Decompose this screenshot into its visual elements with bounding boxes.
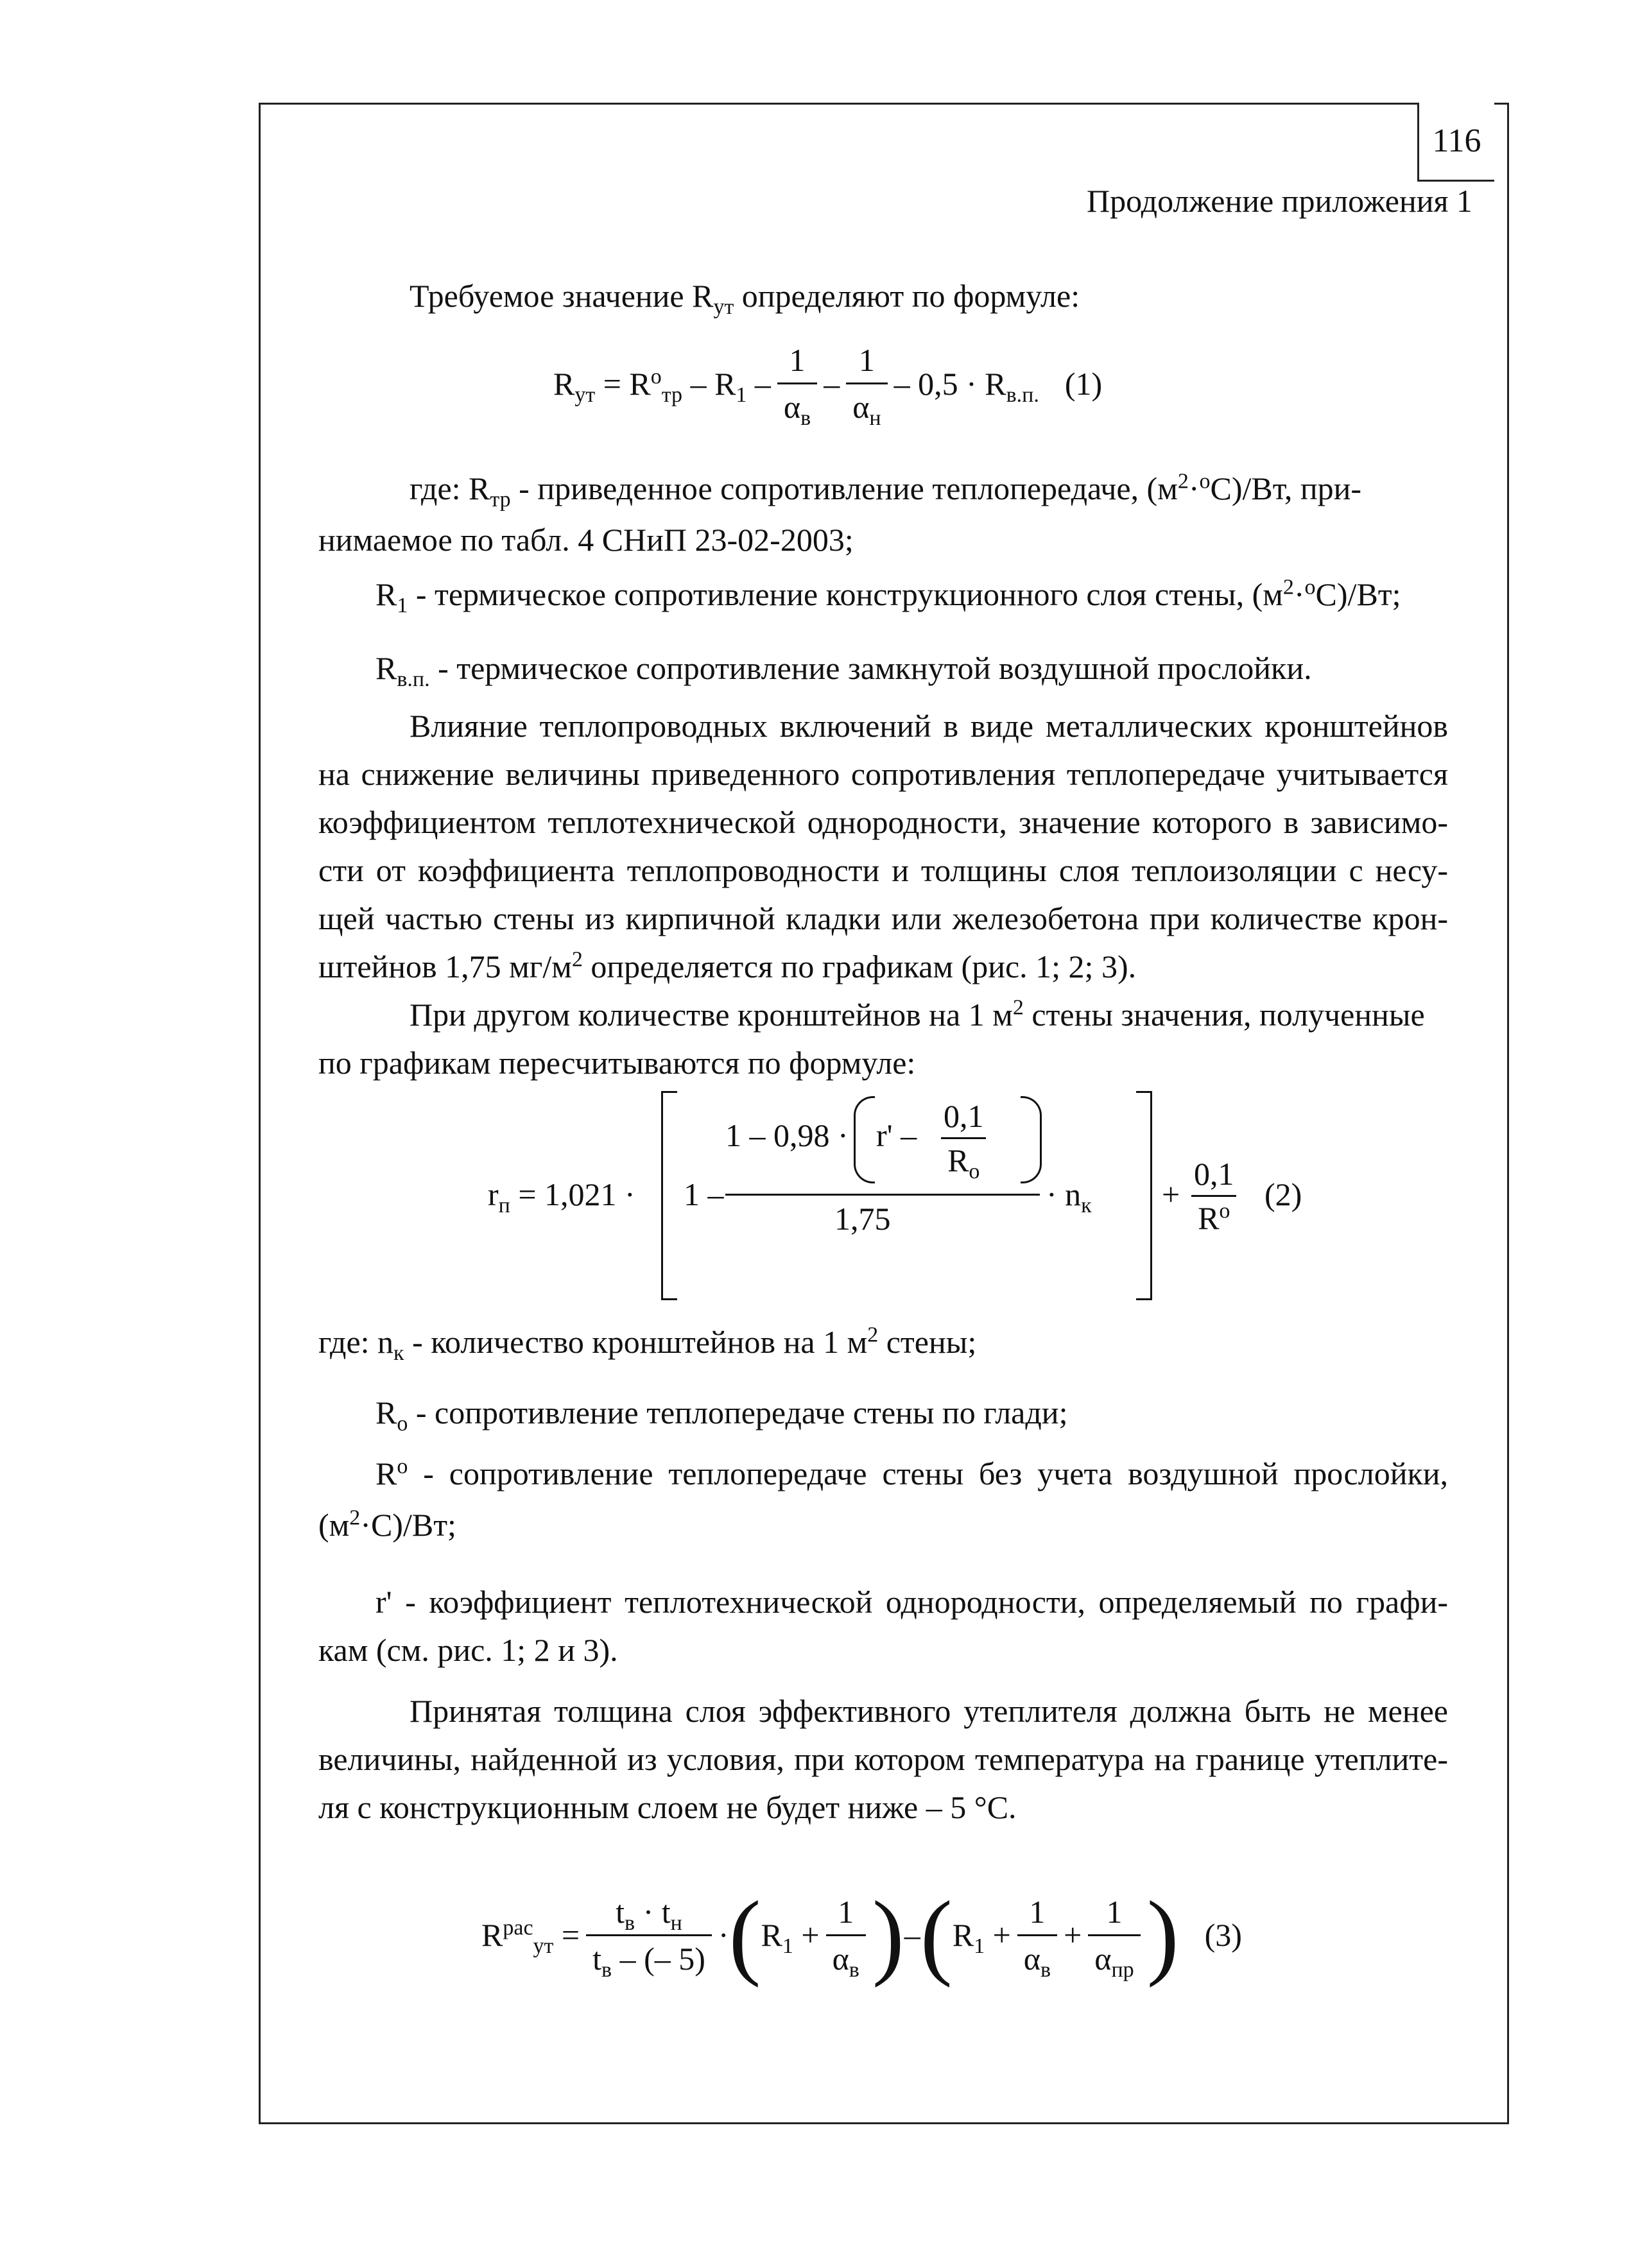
def-rvp: $R_{в.п.}$ - термическое сопротивление замкнутой воздушной прослойки. [375,650,1312,691]
def-r1: $R_1$ - термическое сопротивление конструкционного слоя стены, $(м^2\cdot^оС)/Вт$; [375,575,1401,617]
def-r-tr-cont: нимаемое по табл. 4 СНиП 23-02-2003; [318,522,854,558]
header-continuation: Продолжение приложения 1 [1087,183,1473,219]
para-accepted-3: ля с конструкционным слоем не будет ниже – 5 °С. [318,1789,1017,1825]
formula-2: $r_п = 1,021$ · 1 – 1 – 0,98 · r' – $\frac{0,1}{R_о}$ 1,75 · $n_к$ + $\frac{0,1}{R^о}$ (2) [488,1091,1322,1303]
formula-1: $R_{ут} = R^о_{тр} - R_1$ – $\frac{1}{\alpha_в}$ – $\frac{1}{\alpha_н}$ – $0,5 \cdot R_{в.п.}$ (1) [553,342,1103,430]
para-accepted-1: Принятая толщина слоя эффективного утеплителя должна быть не менее [410,1693,1448,1729]
def-rprime-cont: кам (см. рис. 1; 2 и 3). [318,1632,618,1668]
def-nk: где: $n_к$ - количество кронштейнов на 1 $м^2$ стены; [318,1323,977,1365]
def-r-tr: где: $R_{тр}$ - приведенное сопротивление теплопередаче, $(м^2\cdot^оС)/Вт$, при- [410,469,1361,511]
para-accepted-2: величины, найденной из условия, при котором температура на границе утеплите- [318,1741,1448,1777]
def-rprime: r' - коэффициент теплотехнической однородности, определяемый по графи- [375,1584,1448,1620]
def-ro: $R_о$ - сопротивление теплопередаче стены по глади; [375,1395,1068,1436]
def-r0-cont: $(м^2\cdot С)/Вт$; [318,1506,456,1543]
para-required-value: Требуемое значение $R_{ут}$ определяют по формуле: [410,278,1080,319]
para-influence-6: штейнов 1,75 $мг/м^2$ определяется по графикам (рис. 1; 2; 3). [318,947,1137,984]
para-influence-3: коэффициентом теплотехнической однородности, значение которого в зависимо- [318,804,1448,840]
para-other-2: по графикам пересчитываются по формуле: [318,1045,916,1081]
para-influence-2: на снижение величины приведенного сопротивления теплопередаче учитывается [318,756,1448,792]
para-influence-5: щей частью стены из кирпичной кладки или железобетона при количестве крон- [318,900,1448,936]
page-number: 116 [1417,103,1494,182]
def-r0: $R^о$ - сопротивление теплопередаче стены без учета воздушной прослойки, [375,1454,1449,1491]
para-influence-1: Влияние теплопроводных включений в виде металлических кронштейнов [410,708,1448,744]
formula-3: $R^{рас}_{ут}$ = $\frac{t_в \cdot t_н}{t_в - (- 5)}$ · ( $R_1$ + $\frac{1}{\alpha_в}$ ) – ( $R_1$ + $\frac{1}{\alpha_в}$ + $\frac{1}{\alpha_{пр}}$ ) (3) [481,1882,1242,1988]
para-influence-4: сти от коэффициента теплопроводности и толщины слоя теплоизоляции с несу- [318,852,1448,888]
para-other-1: При другом количестве кронштейнов на 1 $м^2$ стены значения, полученные [410,995,1425,1033]
